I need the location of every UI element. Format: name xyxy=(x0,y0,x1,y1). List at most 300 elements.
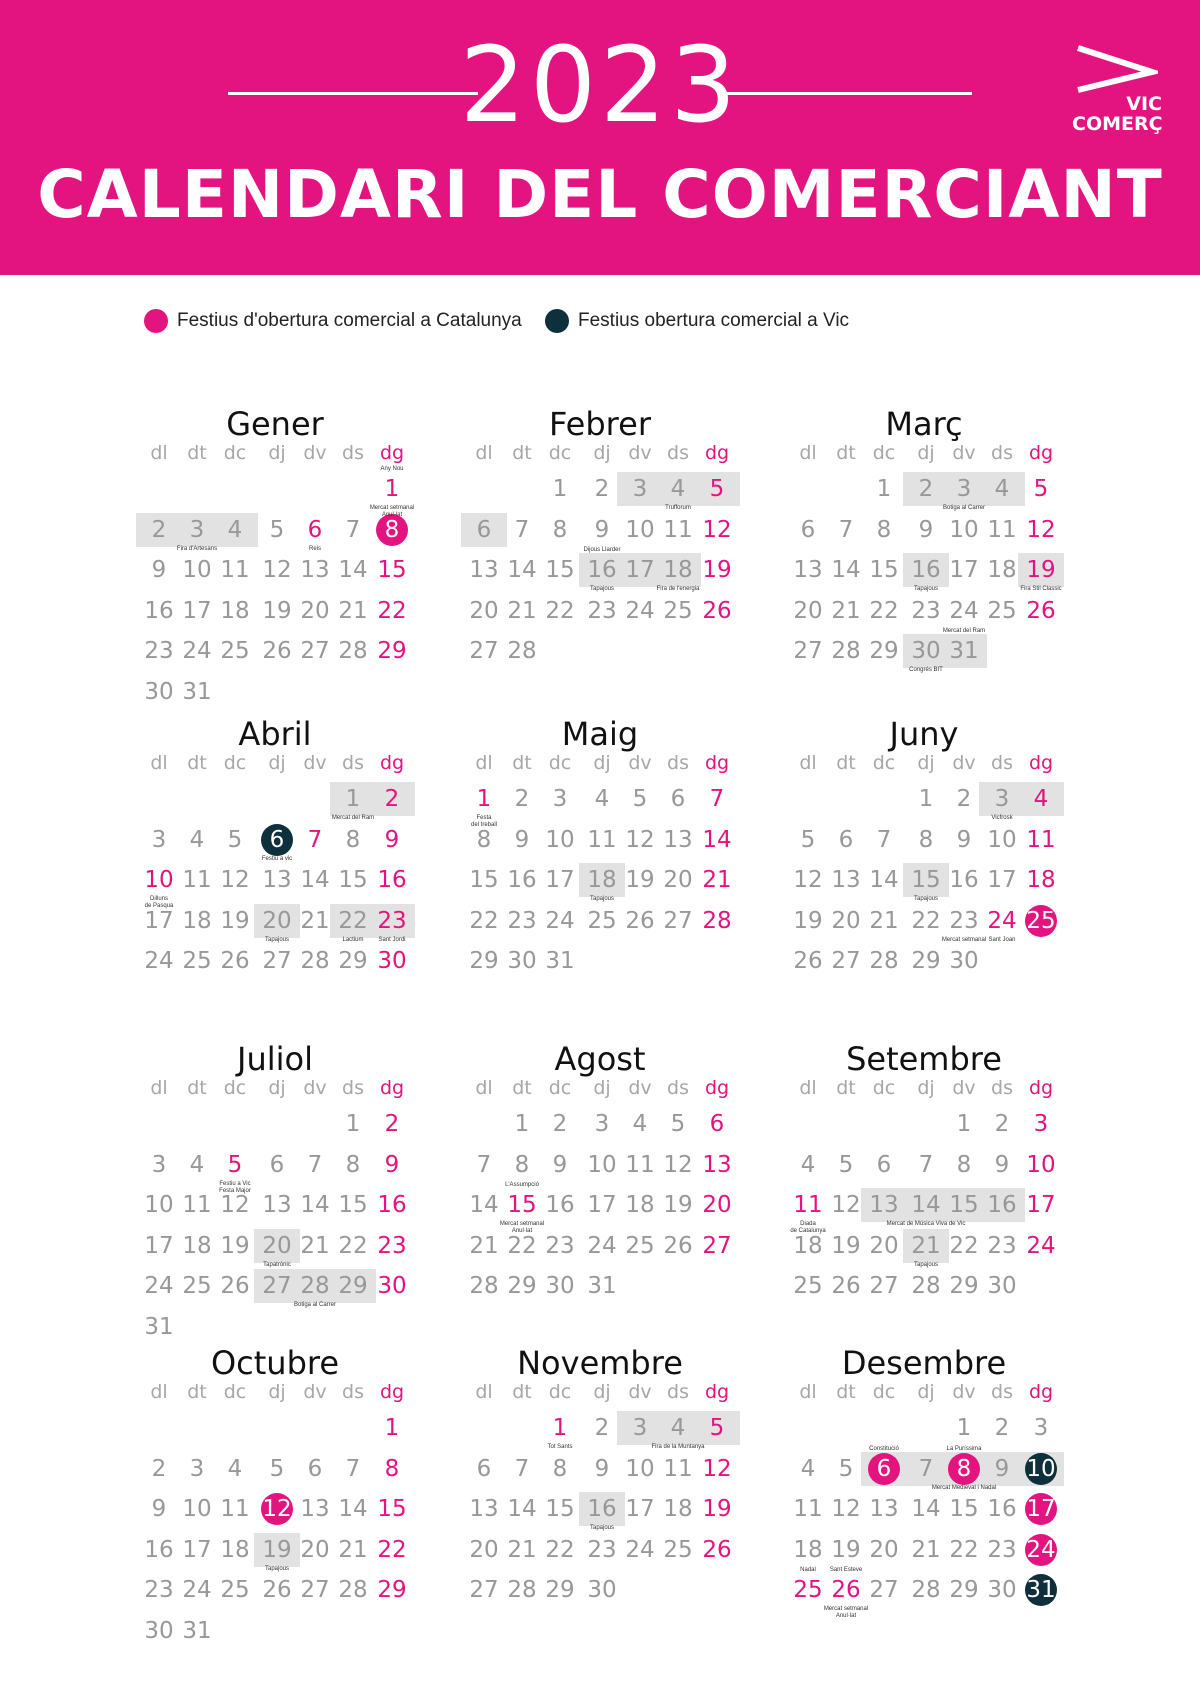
day-cell xyxy=(907,1147,945,1183)
day-number: 15 xyxy=(469,867,499,893)
logo-text-comerc: COMERÇ xyxy=(1072,113,1163,135)
day-cell xyxy=(465,1268,503,1304)
day-number: 20 xyxy=(869,1536,899,1563)
day-number: 14 xyxy=(300,1192,330,1218)
day-cell xyxy=(258,903,296,939)
day-number: 4 xyxy=(189,1151,205,1178)
event-note: Festa Major xyxy=(219,1187,251,1194)
day-number: 3 xyxy=(632,1415,648,1441)
day-number: 4 xyxy=(189,826,205,853)
day-number: 31 xyxy=(182,1617,212,1644)
day-number: 16 xyxy=(144,1536,174,1563)
day-number: 7 xyxy=(709,786,725,812)
weekday-header: dc xyxy=(548,1077,572,1099)
day-cell xyxy=(216,1572,254,1608)
weekday-header: dg xyxy=(1028,442,1054,464)
day-cell xyxy=(789,512,827,548)
event-note: Botiga al Carrer xyxy=(293,1302,337,1308)
day-cell xyxy=(945,1228,983,1264)
day-number: 26 xyxy=(625,907,655,934)
event-note: Anul·lat xyxy=(835,1613,857,1619)
day-number: 9 xyxy=(151,1496,167,1522)
day-cell xyxy=(216,1147,254,1183)
day-cell xyxy=(503,943,541,979)
day-number: 1 xyxy=(956,1415,972,1441)
day-cell xyxy=(140,1147,178,1183)
day-number: 1 xyxy=(552,1415,568,1441)
day-cell xyxy=(1022,1532,1060,1568)
day-cell xyxy=(140,822,178,858)
day-number: 1 xyxy=(552,476,568,502)
day-cell xyxy=(659,1532,697,1568)
day-cell xyxy=(465,1451,503,1487)
day-number: 21 xyxy=(507,1536,537,1563)
day-cell xyxy=(258,633,296,669)
day-number: 20 xyxy=(262,1232,292,1259)
day-number: 15 xyxy=(949,1192,979,1218)
day-cell xyxy=(945,1451,983,1487)
day-cell xyxy=(945,1572,983,1608)
day-number: 21 xyxy=(911,1536,941,1563)
day-number: 11 xyxy=(182,867,212,893)
day-cell xyxy=(373,822,411,858)
day-number: 25 xyxy=(663,597,693,624)
day-cell xyxy=(334,1532,372,1568)
day-cell xyxy=(621,552,659,588)
day-number: 4 xyxy=(670,1415,686,1441)
day-cell xyxy=(907,1451,945,1487)
day-cell xyxy=(865,862,903,898)
day-number: 18 xyxy=(182,907,212,934)
day-cell xyxy=(789,1532,827,1568)
day-cell xyxy=(258,943,296,979)
day-cell xyxy=(621,1532,659,1568)
weekday-header: dv xyxy=(628,442,652,464)
day-number: 9 xyxy=(994,1151,1010,1178)
weekday-header: dg xyxy=(704,1077,730,1099)
day-number: 15 xyxy=(377,557,407,583)
day-cell xyxy=(373,1147,411,1183)
day-cell xyxy=(907,1228,945,1264)
event-note: Botiga al Carrer xyxy=(942,505,986,511)
day-number: 14 xyxy=(507,557,537,583)
day-cell xyxy=(583,1228,621,1264)
weekday-header: dc xyxy=(872,752,896,774)
day-cell xyxy=(334,822,372,858)
day-number: 22 xyxy=(949,1232,979,1259)
day-number: 23 xyxy=(377,1232,407,1259)
day-number: 22 xyxy=(377,1536,407,1563)
day-number: 11 xyxy=(987,516,1017,543)
day-number: 29 xyxy=(377,1577,407,1603)
day-number: 15 xyxy=(338,1192,368,1218)
day-number: 27 xyxy=(300,1577,330,1603)
day-number: 24 xyxy=(949,597,979,624)
day-number: 10 xyxy=(144,1192,174,1218)
day-number: 29 xyxy=(377,638,407,664)
day-number: 24 xyxy=(144,1273,174,1299)
event-note: Congrés BIT xyxy=(909,667,943,673)
day-number: 9 xyxy=(594,516,610,543)
month-name: Desembre xyxy=(841,1344,1007,1382)
day-cell xyxy=(503,781,541,817)
day-cell xyxy=(1022,1451,1060,1487)
day-cell xyxy=(296,1268,334,1304)
day-cell xyxy=(907,471,945,507)
day-cell xyxy=(258,1147,296,1183)
day-number: 16 xyxy=(987,1192,1017,1218)
event-note: Trufforum xyxy=(665,505,691,511)
day-number: 17 xyxy=(182,597,212,624)
day-cell xyxy=(296,1491,334,1527)
day-number: 17 xyxy=(625,557,655,583)
weekday-header: dl xyxy=(799,752,817,774)
day-number: 19 xyxy=(262,597,292,624)
day-cell xyxy=(1022,1491,1060,1527)
day-number: 7 xyxy=(345,516,361,543)
day-cell xyxy=(583,903,621,939)
event-note: Sant Jordi xyxy=(378,936,406,943)
weekday-header: dj xyxy=(917,1077,935,1099)
day-number: 4 xyxy=(670,476,686,502)
month-name: Setembre xyxy=(846,1040,1002,1078)
day-cell xyxy=(827,1147,865,1183)
weekday-header: ds xyxy=(342,752,364,774)
month-name: Juliol xyxy=(237,1040,313,1078)
day-cell xyxy=(945,822,983,858)
day-number: 9 xyxy=(956,826,972,853)
day-cell xyxy=(541,471,579,507)
event-note: Fira Stil Classic xyxy=(1020,586,1062,592)
day-cell xyxy=(789,822,827,858)
day-number: 24 xyxy=(182,1577,212,1603)
day-number: 19 xyxy=(220,907,250,934)
day-cell xyxy=(140,674,178,710)
day-cell xyxy=(334,1106,372,1142)
day-number: 22 xyxy=(545,1536,575,1563)
day-number: 24 xyxy=(1026,1536,1056,1563)
day-number: 8 xyxy=(345,826,361,853)
day-number: 26 xyxy=(262,638,292,664)
day-cell xyxy=(983,862,1021,898)
day-number: 1 xyxy=(876,476,892,502)
day-cell xyxy=(1022,1106,1060,1142)
day-cell xyxy=(983,552,1021,588)
day-cell xyxy=(827,903,865,939)
day-number: 30 xyxy=(949,948,979,974)
day-number: 29 xyxy=(338,1273,368,1299)
day-number: 18 xyxy=(663,557,693,583)
day-number: 12 xyxy=(793,867,823,893)
day-number: 25 xyxy=(663,1536,693,1563)
weekday-header: ds xyxy=(991,752,1013,774)
day-number: 31 xyxy=(1026,1577,1056,1603)
day-cell xyxy=(583,1187,621,1223)
day-cell xyxy=(659,1491,697,1527)
day-number: 17 xyxy=(949,557,979,583)
day-cell xyxy=(373,1187,411,1223)
day-cell xyxy=(698,1106,736,1142)
day-cell xyxy=(541,593,579,629)
day-cell xyxy=(1022,1410,1060,1446)
weekday-header: dt xyxy=(187,1077,207,1099)
day-number: 27 xyxy=(262,1273,292,1299)
weekday-header: dc xyxy=(872,1077,896,1099)
day-cell xyxy=(621,1147,659,1183)
day-number: 6 xyxy=(269,1151,285,1178)
day-number: 12 xyxy=(663,1151,693,1178)
day-number: 5 xyxy=(709,1415,725,1441)
day-number: 16 xyxy=(949,867,979,893)
day-number: 19 xyxy=(702,1496,732,1522)
day-cell xyxy=(373,471,411,507)
day-number: 15 xyxy=(377,1496,407,1522)
day-number: 16 xyxy=(545,1192,575,1218)
day-cell xyxy=(789,862,827,898)
day-number: 23 xyxy=(987,1536,1017,1563)
day-number: 20 xyxy=(300,597,330,624)
day-number: 13 xyxy=(869,1192,899,1218)
day-cell xyxy=(334,1451,372,1487)
day-cell xyxy=(296,1532,334,1568)
month-name: Abril xyxy=(238,715,312,753)
day-cell xyxy=(865,593,903,629)
day-cell xyxy=(945,1491,983,1527)
day-cell xyxy=(140,1228,178,1264)
day-cell xyxy=(789,1268,827,1304)
day-cell xyxy=(178,593,216,629)
day-number: 5 xyxy=(269,1455,285,1482)
day-cell xyxy=(503,593,541,629)
weekday-header: dl xyxy=(475,1381,493,1403)
day-cell xyxy=(983,1532,1021,1568)
day-number: 13 xyxy=(262,1192,292,1218)
day-number: 25 xyxy=(220,1577,250,1603)
day-number: 18 xyxy=(663,1496,693,1522)
day-number: 10 xyxy=(1026,1455,1056,1482)
day-number: 3 xyxy=(632,476,648,502)
weekday-header: dg xyxy=(379,442,405,464)
day-cell xyxy=(373,1410,411,1446)
weekday-header: dj xyxy=(917,752,935,774)
weekday-header: dj xyxy=(593,1077,611,1099)
day-number: 20 xyxy=(831,907,861,934)
day-number: 12 xyxy=(831,1496,861,1522)
weekday-header: dg xyxy=(1028,1381,1054,1403)
day-number: 13 xyxy=(300,1496,330,1522)
day-number: 23 xyxy=(507,907,537,934)
day-cell xyxy=(503,1572,541,1608)
weekday-header: dc xyxy=(548,752,572,774)
day-number: 11 xyxy=(663,1455,693,1482)
legend-label: Festius d'obertura comercial a Catalunya xyxy=(177,310,522,331)
day-number: 24 xyxy=(144,948,174,974)
day-number: 21 xyxy=(338,597,368,624)
day-number: 11 xyxy=(587,826,617,853)
day-cell xyxy=(178,1572,216,1608)
day-cell xyxy=(621,781,659,817)
day-number: 30 xyxy=(911,638,941,664)
event-note: L'Assumpció xyxy=(505,1182,539,1188)
event-note: Tapajous xyxy=(913,586,939,592)
day-cell xyxy=(140,593,178,629)
day-number: 12 xyxy=(625,826,655,853)
day-cell xyxy=(1022,471,1060,507)
day-number: 7 xyxy=(514,1455,530,1482)
weekday-header: ds xyxy=(342,442,364,464)
day-number: 11 xyxy=(663,516,693,543)
day-number: 11 xyxy=(793,1192,823,1218)
header-banner xyxy=(0,0,1200,275)
day-number: 1 xyxy=(476,786,492,812)
day-cell xyxy=(334,633,372,669)
day-cell xyxy=(373,1532,411,1568)
day-cell xyxy=(698,1451,736,1487)
day-number: 1 xyxy=(384,476,400,502)
weekday-header: dv xyxy=(628,752,652,774)
day-number: 16 xyxy=(377,867,407,893)
weekday-header: dc xyxy=(223,442,247,464)
day-number: 25 xyxy=(220,638,250,664)
event-note: del treball xyxy=(470,822,497,828)
day-number: 17 xyxy=(144,1232,174,1259)
day-cell xyxy=(541,1410,579,1446)
day-cell xyxy=(865,1572,903,1608)
event-note: Lactium xyxy=(342,936,364,943)
day-number: 22 xyxy=(869,597,899,624)
day-number: 23 xyxy=(144,638,174,664)
day-cell xyxy=(373,781,411,817)
day-cell xyxy=(621,1228,659,1264)
day-cell xyxy=(907,512,945,548)
day-cell xyxy=(983,1451,1021,1487)
day-number: 4 xyxy=(594,786,610,812)
day-cell xyxy=(503,1491,541,1527)
weekday-header: dg xyxy=(379,752,405,774)
day-cell xyxy=(334,1268,372,1304)
day-cell xyxy=(827,862,865,898)
day-cell xyxy=(178,1532,216,1568)
weekday-header: ds xyxy=(667,752,689,774)
day-number: 2 xyxy=(956,786,972,812)
day-cell xyxy=(541,1451,579,1487)
day-number: 15 xyxy=(869,557,899,583)
day-number: 20 xyxy=(262,907,292,934)
event-note: Dilluns xyxy=(149,896,168,902)
day-cell xyxy=(945,1268,983,1304)
day-number: 3 xyxy=(1033,1111,1049,1137)
day-number: 12 xyxy=(702,1455,732,1482)
event-note: Mercat del Ram xyxy=(331,815,375,821)
event-note: Tapajous xyxy=(264,936,290,943)
day-cell xyxy=(465,512,503,548)
day-number: 9 xyxy=(384,826,400,853)
day-number: 16 xyxy=(987,1496,1017,1522)
day-cell xyxy=(1022,822,1060,858)
day-cell xyxy=(698,1187,736,1223)
vic-comerc-logo xyxy=(1072,44,1162,140)
weekday-header: dl xyxy=(475,752,493,774)
day-number: 13 xyxy=(469,1496,499,1522)
day-number: 14 xyxy=(911,1496,941,1522)
day-number: 28 xyxy=(469,1273,499,1299)
day-number: 26 xyxy=(663,1232,693,1259)
day-number: 27 xyxy=(469,638,499,664)
day-cell xyxy=(178,1613,216,1649)
day-cell xyxy=(583,512,621,548)
day-number: 13 xyxy=(702,1151,732,1178)
day-number: 19 xyxy=(702,557,732,583)
day-number: 16 xyxy=(587,557,617,583)
day-number: 27 xyxy=(663,907,693,934)
day-cell xyxy=(216,512,254,548)
day-cell xyxy=(983,903,1021,939)
day-cell xyxy=(621,1491,659,1527)
weekday-header: ds xyxy=(667,442,689,464)
day-cell xyxy=(659,903,697,939)
day-cell xyxy=(907,593,945,629)
day-number: 1 xyxy=(384,1415,400,1441)
day-number: 7 xyxy=(307,826,323,853)
day-number: 15 xyxy=(507,1192,537,1218)
day-cell xyxy=(541,1187,579,1223)
day-cell xyxy=(583,1268,621,1304)
event-note: Fira de la Muntanya xyxy=(651,1444,705,1450)
pink-dot-icon xyxy=(144,309,168,333)
day-number: 19 xyxy=(831,1232,861,1259)
day-cell xyxy=(465,1491,503,1527)
day-number: 16 xyxy=(144,597,174,624)
day-cell xyxy=(296,1187,334,1223)
day-cell xyxy=(659,1106,697,1142)
weekday-header: dj xyxy=(268,442,286,464)
weekday-header: dl xyxy=(799,1077,817,1099)
weekday-header: dt xyxy=(512,752,532,774)
day-number: 30 xyxy=(507,948,537,974)
day-cell xyxy=(178,822,216,858)
day-cell xyxy=(296,1147,334,1183)
day-cell xyxy=(334,593,372,629)
event-note: Tot Sants xyxy=(547,1444,573,1450)
day-number: 9 xyxy=(151,557,167,583)
day-number: 8 xyxy=(552,516,568,543)
weekday-header: dg xyxy=(704,1381,730,1403)
event-note: Fira d'Artesans xyxy=(176,545,218,552)
day-cell xyxy=(621,593,659,629)
event-note: Mercat setmanal xyxy=(369,505,415,511)
day-cell xyxy=(907,552,945,588)
day-number: 13 xyxy=(831,867,861,893)
event-note: Dijous Llarder xyxy=(583,547,621,553)
day-number: 4 xyxy=(632,1111,648,1137)
day-cell xyxy=(140,512,178,548)
day-cell xyxy=(258,1228,296,1264)
day-number: 9 xyxy=(384,1151,400,1178)
day-number: 22 xyxy=(338,1232,368,1259)
day-number: 10 xyxy=(949,516,979,543)
day-number: 3 xyxy=(151,1151,167,1178)
day-number: 10 xyxy=(625,1455,655,1482)
day-number: 18 xyxy=(220,597,250,624)
day-number: 23 xyxy=(144,1577,174,1603)
day-cell xyxy=(865,903,903,939)
day-cell xyxy=(140,1572,178,1608)
weekday-header: dc xyxy=(223,1077,247,1099)
day-number: 22 xyxy=(507,1232,537,1259)
day-number: 7 xyxy=(918,1151,934,1178)
day-cell xyxy=(541,552,579,588)
day-number: 19 xyxy=(793,907,823,934)
